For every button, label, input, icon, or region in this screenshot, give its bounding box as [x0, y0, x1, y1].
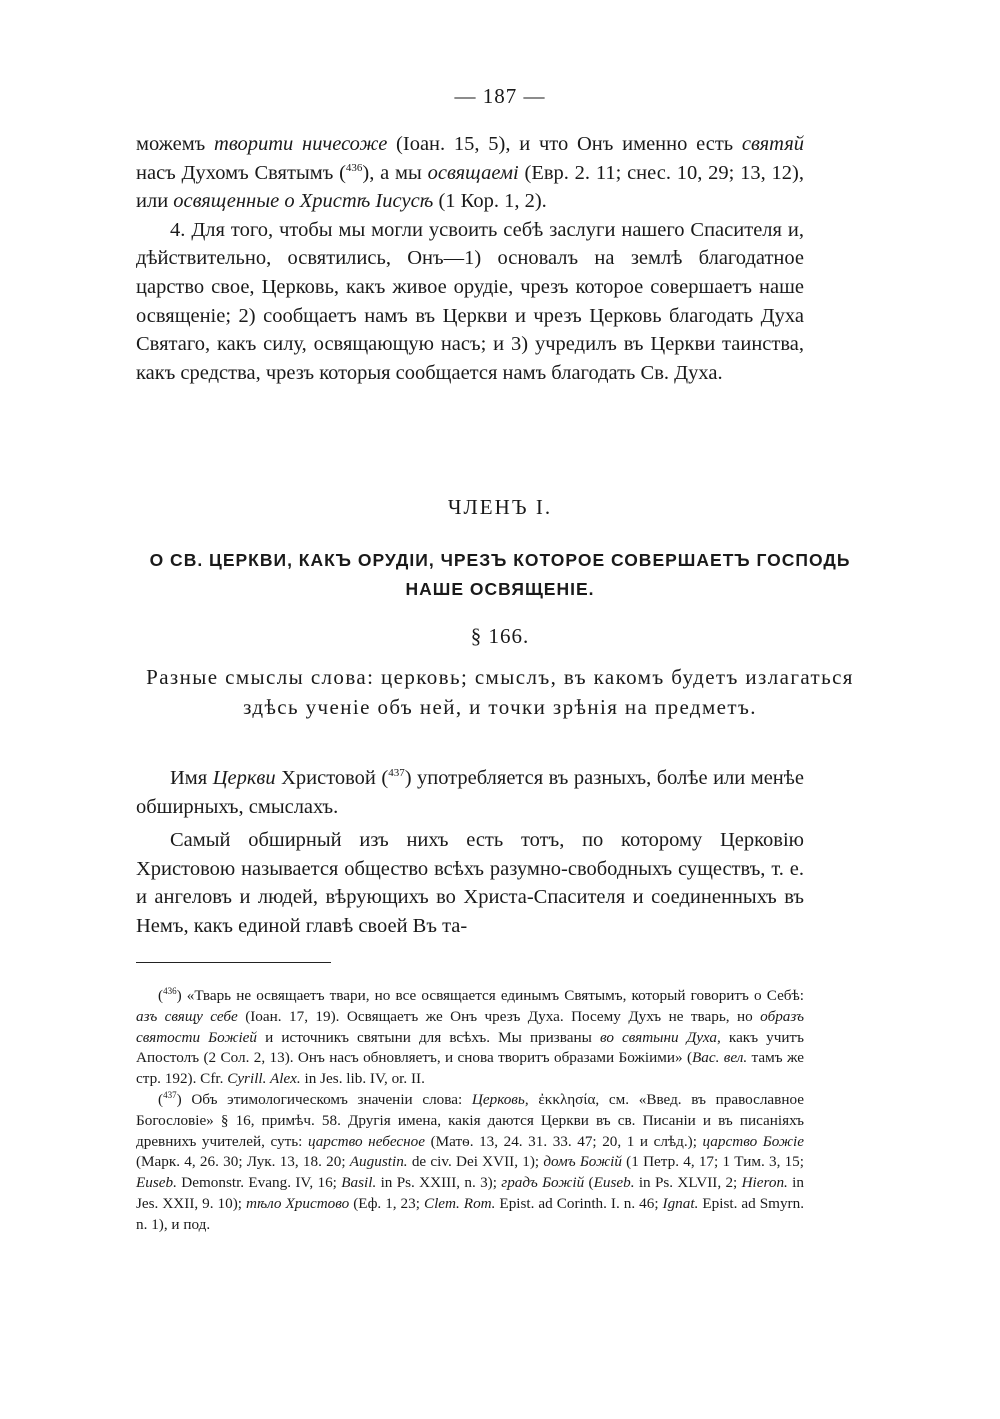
- footnote-ref-436: 436: [345, 161, 363, 174]
- paragraph-4: 4. Для того, чтобы мы могли усвоить себѣ заслуги нашего Спасителя и, дѣйствительно, освятились, Онъ—1) основалъ на землѣ благодатное царство свое, Церковь, какъ живое орудіе, чрезъ которое совершаетъ наше освященіе; 2) сообщаетъ намъ въ Церкви и чрезъ Церковь благодать Духа Святаго, какъ силу, освящающую насъ; и 3) учредилъ въ Церкви таинства, какъ средства, чрезъ которыя сообщается намъ благодать Св. Духа.: [136, 218, 804, 384]
- footnote-437: ($^{437}$) Объ этимологическомъ значеніи слова: Церковь, ἐκκλησία, см. «Введ. въ православное Богословіе» § 16, примѣч. 58. Другія имена, какія даются Церкви въ св. Писаніи и въ писаніяхъ древнихъ учителей, суть: царство небесное (Матѳ. 13, 24. 31. 33. 47; 20, 1 и слѣд.); царство Божіе (Марк. 4, 26. 30; Лук. 13, 18. 20; Augustin. de civ. Dei XVII, 1); домъ Божій (1 Петр. 4, 17; 1 Тим. 3, 15; Euseb. Demonstr. Evang. IV, 16; Basil. in Ps. XXIII, n. 3); градъ Божій (Euseb. in Ps. XLVII, 2; Hieron. in Jes. XXII, 9. 10); тѣло Христово (Еф. 1, 23; Clem. Rom. Epist. ad Corinth. I. n. 46; Ignat. Epist. ad Smyrn. n. 1), и под.: [136, 1089, 804, 1233]
- page-number: — 187 —: [454, 84, 546, 108]
- body-paragraph-2: Самый обширный изъ нихъ есть тотъ, по которому Церковію Христовою называется общество всѣхъ разумно-свободныхъ существъ, т. е. и ангеловъ и людей, вѣрующихъ во Христа-Спасителя и соединенныхъ въ Немъ, какъ единой главѣ своей Въ та-: [136, 829, 804, 937]
- section-subtitle: Разные смыслы слова: церковь; смыслъ, въ какомъ будетъ излагаться здѣсь ученіе объ ней, и точки зрѣнія на предметъ.: [146, 665, 854, 719]
- section-number: § 166.: [470, 624, 530, 648]
- upper-text-block: [136, 130, 804, 387]
- body-paragraph-1: Имя Церкви Христовой ($^{437}$) употребляется въ разныхъ, болѣе или менѣе обширныхъ, смыслахъ.: [136, 767, 804, 818]
- continuation-paragraph: можемъ творити ничесоже (Іоан. 15, 5), и что Онъ именно есть святяй насъ Духомъ Святымъ ($^{436}$), а мы освящаемі (Евр. 2. 11; снес. 10, 29; 13, 12), или освященные о Христѣ Іисусѣ (1 Кор. 1, 2).: [136, 133, 805, 213]
- footnotes: [136, 986, 804, 1236]
- member-title: ЧЛЕНЪ I.: [447, 495, 553, 519]
- chapter-heading: О СВ. ЦЕРКВИ, КАКЪ ОРУДІИ, ЧРЕЗЪ КОТОРОЕ СОВЕРШАЕТЪ ГОСПОДЬ НАШЕ ОСВЯЩЕНІЕ.: [149, 550, 851, 599]
- footnote-436: ($^{436}$) «Тварь не освящаетъ твари, но все освящается единымъ Святымъ, который говоритъ о Себѣ: азъ свящу себе (Іоан. 17, 19). Освящаетъ же Онъ чрезъ Духа. Посему Духъ не тварь, но образъ святости Божіей и источникъ святыни для всѣхъ. Мы призваны во святыни Духа, какъ учитъ Апостолъ (2 Сол. 2, 13). Онъ насъ обновляетъ, и снова творитъ образами Божіими» (Вас. вел. тамъ же стр. 192). Cfr. Cyrill. Alex. in Jes. lib. IV, or. II.: [136, 986, 804, 1088]
- body-text-block: [136, 764, 804, 941]
- footnote-divider: [136, 962, 331, 963]
- footnote-ref-437: 437: [388, 767, 405, 779]
